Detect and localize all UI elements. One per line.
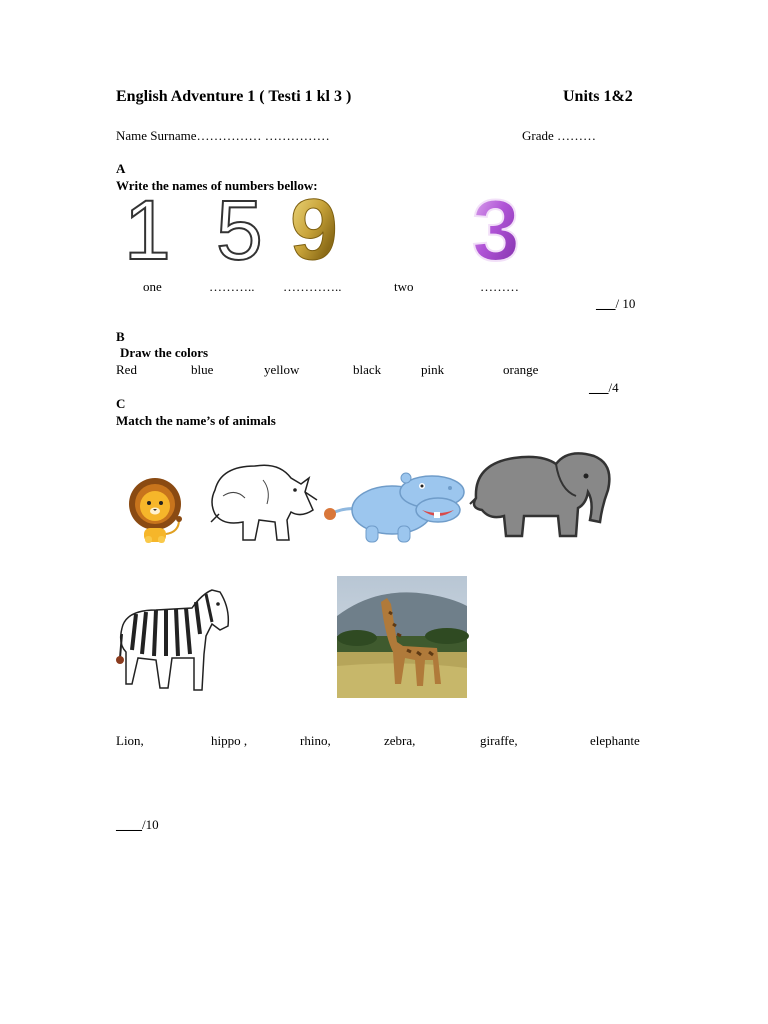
section-b-instruction: Draw the colors — [120, 345, 209, 360]
score-blank[interactable]: ___ — [589, 380, 609, 395]
svg-text:5: 5 — [216, 183, 263, 277]
color-word: orange — [503, 362, 539, 377]
number-answer-2[interactable]: ……….. — [209, 279, 255, 294]
score-blank[interactable]: ____ — [116, 817, 142, 832]
number-answer-1: one — [143, 279, 162, 294]
number-one-outline-icon — [122, 183, 182, 277]
svg-text:9: 9 — [290, 182, 338, 278]
hippo-icon — [320, 470, 468, 546]
section-a-instruction: Write the names of numbers bellow: — [116, 178, 318, 193]
score-blank[interactable]: ___ — [596, 296, 616, 311]
name-label: Name Surname — [116, 128, 197, 143]
score-total: /10 — [142, 817, 159, 832]
section-a-letter: A — [116, 161, 126, 176]
section-b-score — [589, 380, 619, 396]
zebra-icon — [116, 588, 232, 698]
name-dots: …………… …………… — [196, 128, 330, 143]
section-a-score — [596, 296, 635, 312]
svg-text:3: 3 — [472, 183, 520, 279]
color-word: pink — [421, 362, 445, 377]
section-b-letter: B — [116, 329, 125, 344]
grade-field[interactable] — [522, 128, 596, 144]
grade-dots: ……… — [557, 128, 597, 143]
animal-name: elephante — [590, 733, 640, 748]
giraffe-photo — [337, 576, 467, 698]
number-nine-gold-icon — [290, 182, 352, 278]
score-total: /4 — [608, 380, 619, 395]
section-c-letter: C — [116, 396, 126, 411]
color-word: yellow — [264, 362, 300, 377]
score-total: / 10 — [615, 296, 636, 311]
color-word: black — [353, 362, 382, 377]
lion-icon — [127, 476, 187, 546]
number-five-outline-icon — [214, 183, 274, 277]
color-word: blue — [191, 362, 214, 377]
name-surname-field[interactable] — [116, 128, 330, 144]
animal-name: hippo , — [211, 733, 248, 748]
section-c-score — [116, 817, 159, 833]
color-word: Red — [116, 362, 137, 377]
number-answer-4: two — [394, 279, 414, 294]
grade-label: Grade — [522, 128, 554, 143]
section-c-instruction: Match the name’s of animals — [116, 413, 276, 428]
units-label: Units 1&2 — [563, 88, 633, 105]
number-answer-3[interactable]: ………….. — [283, 279, 342, 294]
number-three-purple-icon — [470, 183, 532, 279]
animal-name: Lion, — [116, 733, 144, 748]
animal-name: rhino, — [300, 733, 331, 748]
elephant-icon — [468, 446, 618, 542]
number-answer-5[interactable]: ……… — [480, 279, 519, 294]
page-title: English Adventure 1 ( Testi 1 kl 3 ) — [116, 88, 352, 105]
animal-name: zebra, — [384, 733, 416, 748]
rhino-icon — [205, 460, 315, 544]
animal-name: giraffe, — [480, 733, 518, 748]
svg-text:1: 1 — [124, 183, 171, 277]
